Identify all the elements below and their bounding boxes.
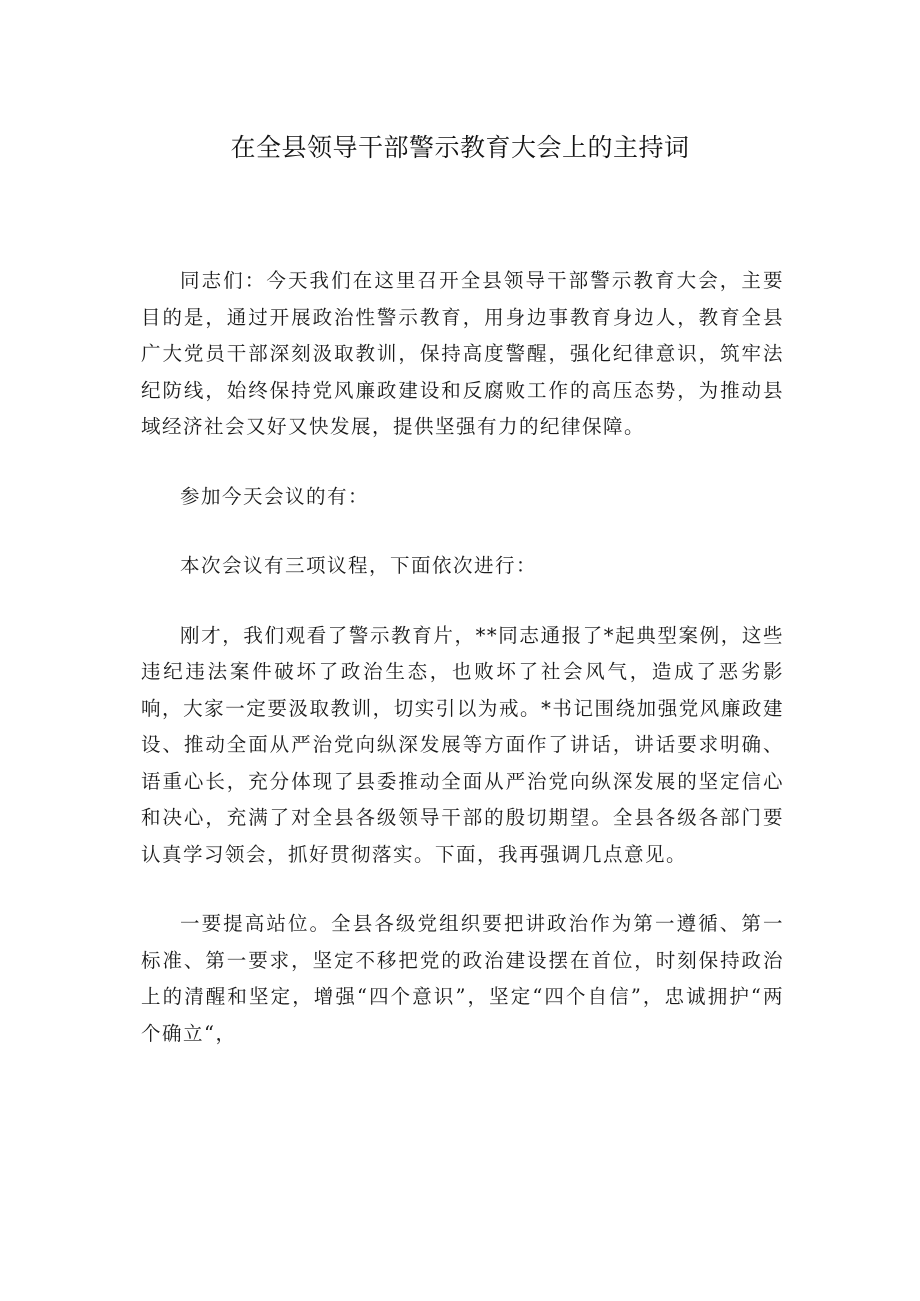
- paragraph-agenda: 本次会议有三项议程，下面依次进行：: [180, 554, 538, 577]
- paragraph-summary: 刚才，我们观看了警示教育片，**同志通报了*起典型案例，这些违纪违法案件破坏了政治生态，也败坏了社会风气，造成了恶劣影响，大家一定要汲取教训，切实引以为戒。*书记围绕加强党风廉政建设、推动全面从严治党向纵深发展等方面作了讲话，讲话要求明确、语重心长，充分体现了县委推动全面从严治党向纵深发展的坚定信心和决心，充满了对全县各级领导干部的殷切期望。全县各级各部门要认真学习领会，抓好贯彻落实。下面，我再强调几点意见。: [141, 623, 784, 866]
- paragraph-opening: 同志们：今天我们在这里召开全县领导干部警示教育大会，主要目的是，通过开展政治性警示教育，用身边事教育身边人，教育全县广大党员干部深刻汲取教训，保持高度警醒，强化纪律意识，筑牢法纪防线，始终保持党风廉政建设和反腐败工作的高压态势，为推动县域经济社会又好又快发展，提供坚强有力的纪律保障。: [141, 269, 784, 438]
- paragraph-attendees: 参加今天会议的有：: [180, 484, 370, 508]
- paragraph-point-one: 一要提高站位。全县各级党组织要把讲政治作为第一遵循、第一标准、第一要求，坚定不移把党的政治建设摆在首位，时刻保持政治上的清醒和坚定，增强“四个意识”，坚定“四个自信”，忠诚拥护“两个确立“，: [141, 912, 784, 1045]
- document-body: [141, 263, 784, 1085]
- document-title: 在全县领导干部警示教育大会上的主持词: [230, 133, 690, 162]
